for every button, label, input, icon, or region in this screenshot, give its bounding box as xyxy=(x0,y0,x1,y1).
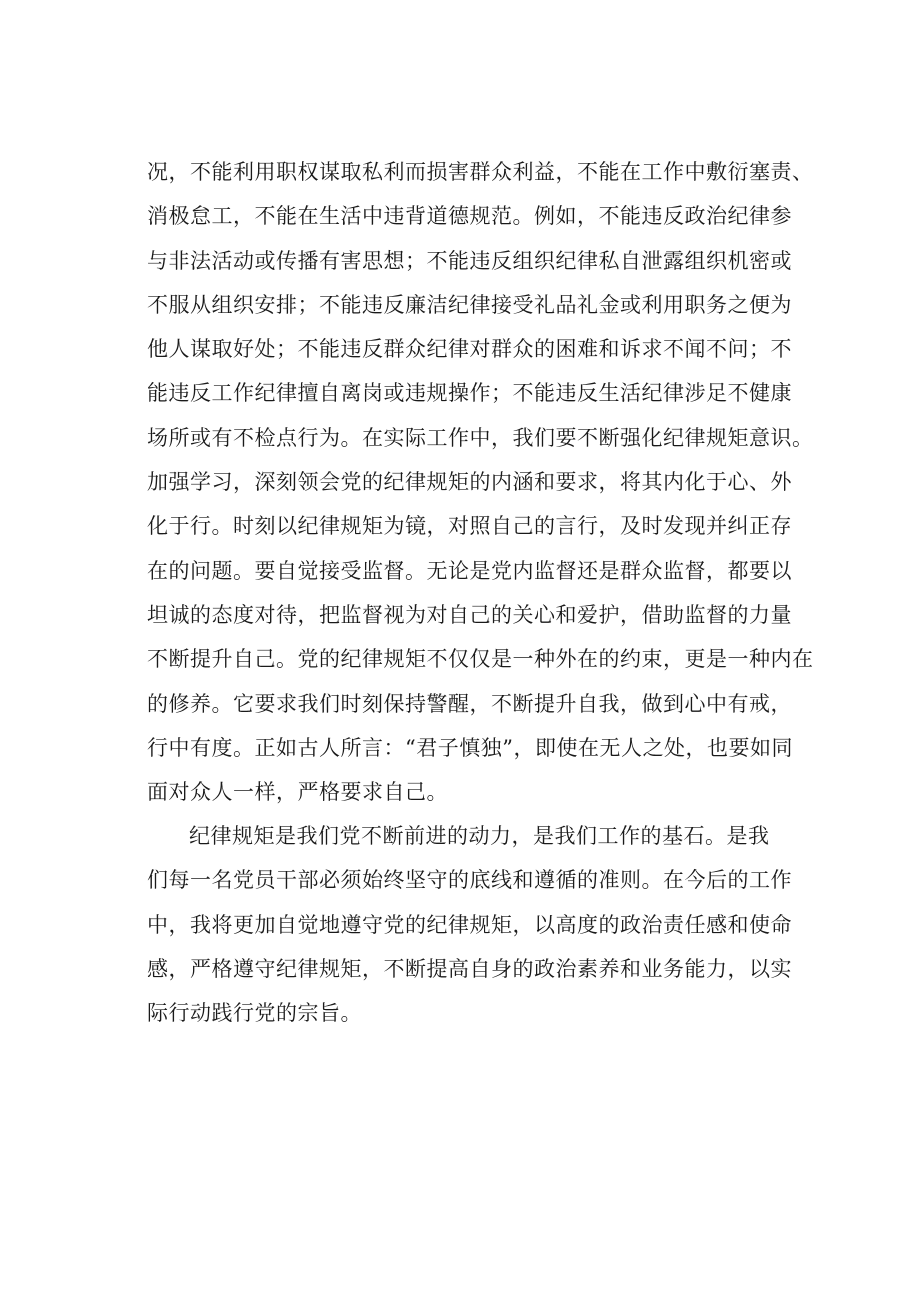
paragraph-line: 们每一名党员干部必须始终坚守的底线和遵循的准则。在今后的工作 xyxy=(147,868,792,893)
paragraph-line: 纪律规矩是我们党不断前进的动力，是我们工作的基石。是我 xyxy=(189,824,770,848)
paragraph-line: 消极怠工，不能在生活中违背道德规范。例如，不能违反政治纪律参 xyxy=(147,204,792,229)
paragraph-line: 不断提升自己。党的纪律规矩不仅仅是一种外在的约束，更是一种内在 xyxy=(147,647,814,672)
paragraph-line: 中，我将更加自觉地遵守党的纪律规矩，以高度的政治责任感和使命 xyxy=(147,912,792,937)
paragraph-line: 场所或有不检点行为。在实际工作中，我们要不断强化纪律规矩意识。 xyxy=(147,425,814,450)
paragraph-line: 加强学习，深刻领会党的纪律规矩的内涵和要求，将其内化于心、外 xyxy=(147,470,792,495)
paragraph-line: 感，严格遵守纪律规矩，不断提高自身的政治素养和业务能力，以实 xyxy=(147,956,792,981)
paragraph-line: 与非法活动或传播有害思想；不能违反组织纪律私自泄露组织机密或 xyxy=(147,248,792,273)
paragraph-line: 在的问题。要自觉接受监督。无论是党内监督还是群众监督，都要以 xyxy=(147,558,792,583)
paragraph-line: 行中有度。正如古人所言：“君子慎独”，即使在无人之处，也要如同 xyxy=(147,735,793,760)
paragraph-1 xyxy=(147,150,814,814)
paragraph-line: 况，不能利用职权谋取私利而损害群众利益，不能在工作中敷衍塞责、 xyxy=(147,160,814,184)
paragraph-line: 的修养。它要求我们时刻保持警醒，不断提升自我，做到心中有戒， xyxy=(147,691,792,716)
paragraph-line: 他人谋取好处；不能违反群众纪律对群众的困难和诉求不闻不问；不 xyxy=(147,337,792,362)
paragraph-line: 化于行。时刻以纪律规矩为镜，对照自己的言行，及时发现并纠正存 xyxy=(147,514,792,539)
paragraph-line: 面对众人一样，严格要求自己。 xyxy=(147,780,448,805)
paragraph-line: 能违反工作纪律擅自离岗或违规操作；不能违反生活纪律涉足不健康 xyxy=(147,381,792,406)
paragraph-line: 际行动践行党的宗旨。 xyxy=(147,1001,362,1026)
paragraph-line: 坦诚的态度对待，把监督视为对自己的关心和爱护，借助监督的力量 xyxy=(147,602,792,627)
paragraph-line: 不服从组织安排；不能违反廉洁纪律接受礼品礼金或利用职务之便为 xyxy=(147,292,792,317)
paragraph-2 xyxy=(147,814,792,1035)
